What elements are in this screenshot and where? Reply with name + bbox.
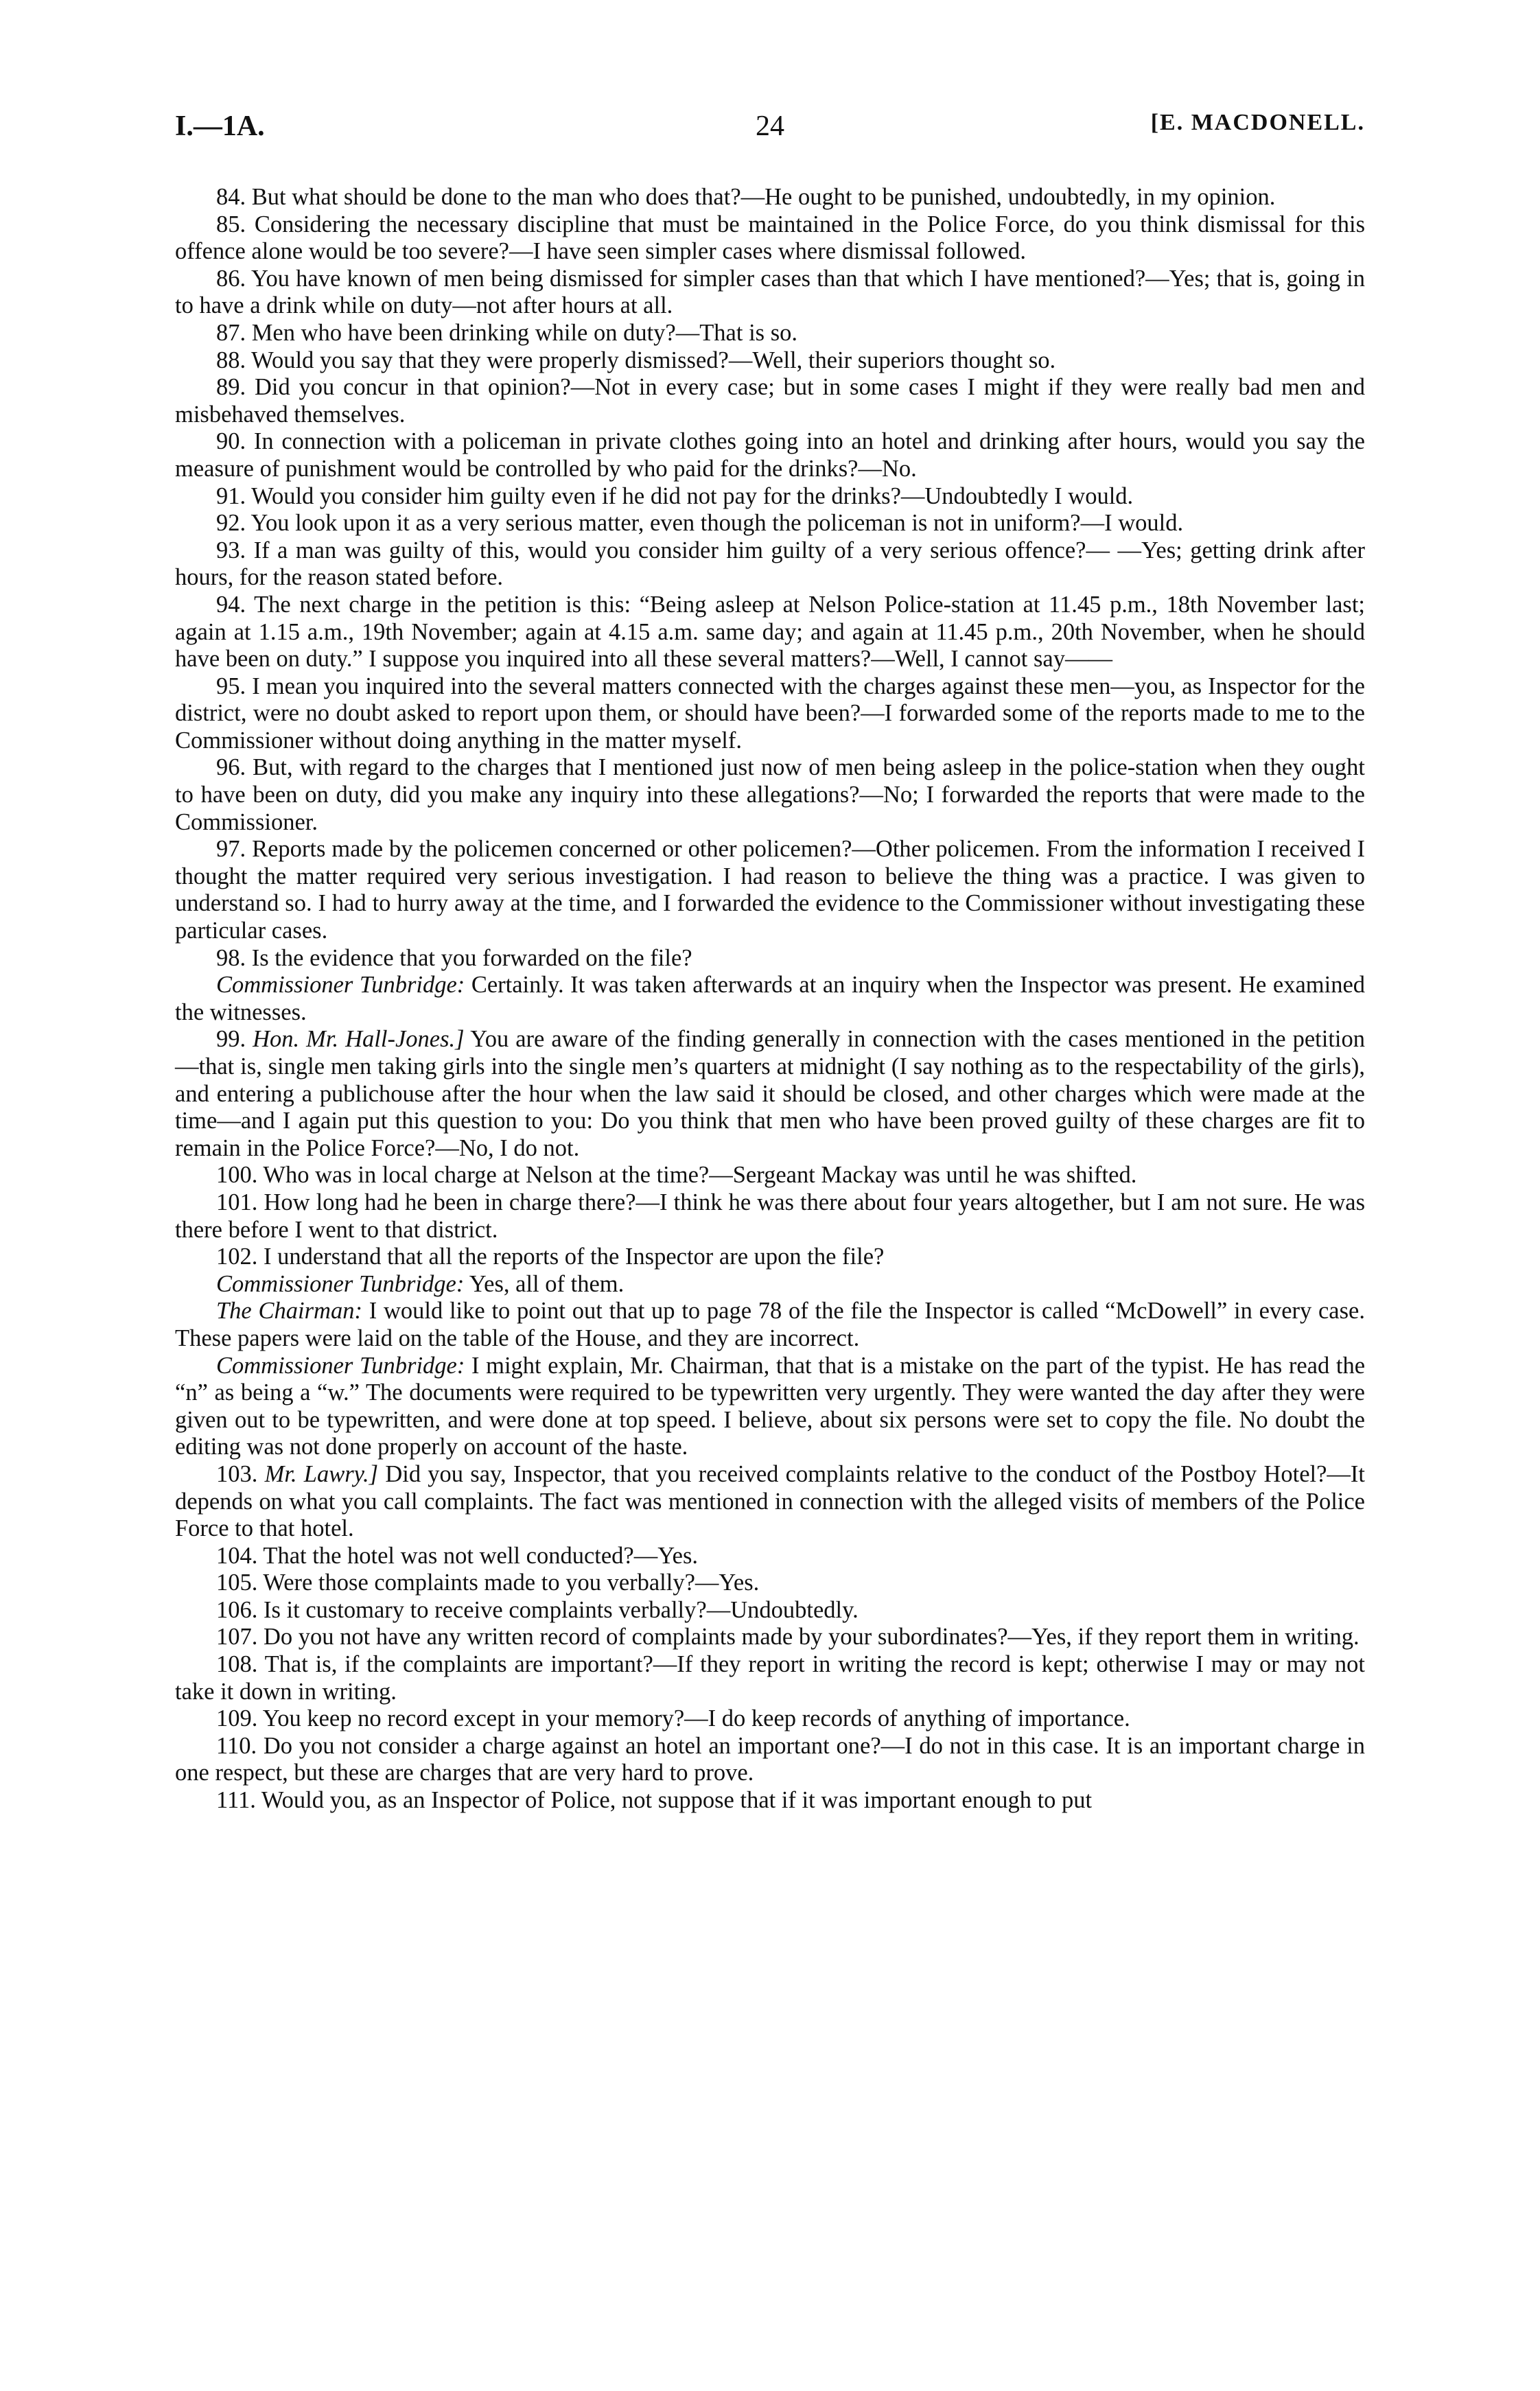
transcript-paragraph xyxy=(175,1461,1365,1543)
paragraph-text: I understand that all the reports of the Inspector are upon the file? xyxy=(264,1244,885,1270)
transcript-paragraph xyxy=(175,510,1365,537)
transcript-paragraph xyxy=(175,1543,1365,1570)
question-number: 99. xyxy=(216,1026,246,1053)
paragraph-text: Reports made by the policemen concerned or other policemen?—Other policemen. From the information I received I thought the matter required very serious investigation. I had reason to believe the thing was a practice. I was given to understand so. I had to hurry away at the time, and I forwarded the evidence to the Commissioner without investigating these particular cases. xyxy=(175,836,1365,944)
transcript-paragraph xyxy=(175,945,1365,972)
witness-name: [E. MACDONELL. xyxy=(1150,110,1365,135)
question-number: 95. xyxy=(216,673,246,699)
question-number: 108. xyxy=(216,1651,258,1678)
question-number: 110. xyxy=(216,1732,257,1759)
transcript-paragraph xyxy=(175,754,1365,836)
question-number: 85. xyxy=(216,211,246,237)
paragraph-text: I would like to point out that up to page 78 of the file the Inspector is called “McDowell” in every case. These papers were laid on the table of the House, and they are incorrect. xyxy=(175,1298,1365,1351)
question-number: 103. xyxy=(216,1460,258,1487)
transcript-paragraph xyxy=(175,1733,1365,1787)
transcript-paragraph xyxy=(175,1298,1365,1352)
transcript-paragraph xyxy=(175,211,1365,266)
transcript-paragraph xyxy=(175,1570,1365,1597)
question-number: 102. xyxy=(216,1244,258,1270)
question-number: 106. xyxy=(216,1596,258,1623)
transcript-paragraph xyxy=(175,1651,1365,1705)
paragraph-text: Did you concur in that opinion?—Not in every case; but in some cases I might if they were really bad men and misbehaved themselves. xyxy=(175,374,1366,428)
paragraph-text: Certainly. It was taken afterwards at an inquiry when the Inspector was present. He examined the witnesses. xyxy=(175,972,1366,1025)
transcript-paragraph xyxy=(175,483,1365,511)
transcript-paragraph xyxy=(175,374,1365,428)
question-number: 105. xyxy=(216,1570,258,1596)
paragraph-text: Is it customary to receive complaints verbally?—Undoubtedly. xyxy=(264,1596,859,1623)
transcript-paragraph xyxy=(175,1353,1365,1461)
transcript-paragraph xyxy=(175,1271,1365,1298)
question-number: 94. xyxy=(216,591,246,618)
paragraph-text: You have known of men being dismissed for simpler cases than that which I have mentioned?—Yes; that is, going in to have a drink while on duty—not after hours at all. xyxy=(175,265,1365,319)
paragraph-text: Did you say, Inspector, that you received complaints relative to the conduct of the Postboy Hotel?—It depends on what you call complaints. The fact was mentioned in connection with the alleged visits of members of the Police Force to that hotel. xyxy=(175,1460,1366,1542)
question-number: 93. xyxy=(216,537,246,563)
question-number: 84. xyxy=(216,184,246,210)
paragraph-text: You look upon it as a very serious matter, even though the policeman is not in uniform?—I would. xyxy=(250,510,1184,537)
question-number: 100. xyxy=(216,1162,258,1189)
paragraph-text: Would you, as an Inspector of Police, not suppose that if it was important enough to put xyxy=(261,1787,1093,1814)
paragraph-text: Men who have been drinking while on duty?—That is so. xyxy=(251,319,798,346)
question-number: 111. xyxy=(216,1787,256,1814)
question-number: 101. xyxy=(216,1189,258,1215)
transcript-paragraph xyxy=(175,673,1365,755)
transcript-paragraph xyxy=(175,347,1365,375)
paragraph-text: Do you not have any written record of complaints made by your subordinates?—Yes, if they report them in writing. xyxy=(264,1624,1360,1651)
question-number: 97. xyxy=(216,836,246,863)
paragraph-text: Were those complaints made to you verbally?—Yes. xyxy=(263,1570,760,1596)
paragraph-text: Would you consider him guilty even if he did not pay for the drinks?—Undoubtedly I would. xyxy=(251,482,1134,509)
transcript-paragraph xyxy=(175,1624,1365,1651)
question-number: 87. xyxy=(216,319,246,346)
document-reference: I.—1A. xyxy=(175,110,265,142)
transcript-paragraph xyxy=(175,1597,1365,1624)
question-number: 107. xyxy=(216,1624,258,1651)
transcript-paragraph xyxy=(175,1162,1365,1189)
question-number: 90. xyxy=(216,428,246,455)
paragraph-text: You keep no record except in your memory?—I do keep records of anything of importance. xyxy=(262,1705,1130,1732)
speaker-name: Commissioner Tunbridge: xyxy=(216,972,465,999)
question-number: 109. xyxy=(216,1705,258,1732)
speaker-name: Commissioner Tunbridge: xyxy=(216,1270,465,1297)
transcript-body xyxy=(175,184,1365,1815)
paragraph-text: You are aware of the finding generally in connection with the cases mentioned in the petition—that is, single men taking girls into the single men’s quarters at midnight (I say nothing as to the respectability of the girls), and entering a publichouse after the hour when the law said it should be closed, and other charges which were made at the time—and I again put this question to you: Do you think that men who have been proved guilty of these charges are fit to remain in the Police Force?—No, I do not. xyxy=(175,1026,1366,1161)
speaker-name: Commissioner Tunbridge: xyxy=(216,1352,465,1379)
paragraph-text: I might explain, Mr. Chairman, that that is a mistake on the part of the typist. He has read the “n” as being a “w.” The documents were required to be typewritten very urgently. They were wanted the day after they were given out to be typewritten, and were done at top speed. I believe, about six persons were set to copy the file. No doubt the editing was not done properly on account of the haste. xyxy=(175,1352,1366,1460)
paragraph-text: That is, if the complaints are important?—If they report in writing the record is kept; otherwise I may or may not take it down in writing. xyxy=(175,1651,1365,1705)
transcript-paragraph xyxy=(175,184,1365,211)
transcript-paragraph xyxy=(175,1026,1365,1162)
question-number: 89. xyxy=(216,374,246,401)
question-number: 88. xyxy=(216,347,246,373)
transcript-paragraph xyxy=(175,428,1365,482)
paragraph-text: If a man was guilty of this, would you consider him guilty of a very serious offence?— —Yes; getting drink after hours, for the reason stated before. xyxy=(175,537,1365,591)
speaker-name: The Chairman: xyxy=(216,1298,362,1325)
paragraph-text: Who was in local charge at Nelson at the time?—Sergeant Mackay was until he was shifted. xyxy=(263,1162,1137,1189)
question-number: 98. xyxy=(216,944,246,971)
transcript-paragraph xyxy=(175,537,1365,592)
transcript-paragraph xyxy=(175,1244,1365,1271)
paragraph-text: Do you not consider a charge against an hotel an important one?—I do not in this case. It is an important charge in one respect, but these are charges that are very hard to prove. xyxy=(175,1732,1366,1786)
speaker-name: Mr. Lawry.] xyxy=(264,1460,379,1487)
transcript-paragraph xyxy=(175,1705,1365,1733)
paragraph-text: Is the evidence that you forwarded on the file? xyxy=(251,944,692,971)
question-number: 104. xyxy=(216,1542,258,1569)
transcript-paragraph xyxy=(175,972,1365,1026)
question-number: 86. xyxy=(216,265,246,292)
paragraph-text: But, with regard to the charges that I mentioned just now of men being asleep in the police-station when they ought to have been on duty, did you make any inquiry into these allegations?—No; I forwarded the reports that were made to the Commissioner. xyxy=(175,754,1366,835)
page-number: 24 xyxy=(756,110,784,142)
paragraph-text: How long had he been in charge there?—I think he was there about four years altogether, but I am not sure. He was there before I went to that district. xyxy=(175,1189,1366,1243)
transcript-paragraph xyxy=(175,1787,1365,1815)
paragraph-text: I mean you inquired into the several matters connected with the charges against these men—you, as Inspector for the district, were no doubt asked to report upon them, or should have been?—I forwarded some of the reports made to me to the Commissioner without doing anything in the matter myself. xyxy=(175,673,1365,754)
paragraph-text: But what should be done to the man who does that?—He ought to be punished, undoubtedly, in my opinion. xyxy=(251,184,1276,210)
question-number: 91. xyxy=(216,482,246,509)
transcript-paragraph xyxy=(175,1189,1365,1244)
transcript-paragraph xyxy=(175,266,1365,320)
paragraph-text: The next charge in the petition is this: “Being asleep at Nelson Police-station at 11.45 p.m., 18th November last; again at 1.15 a.m., 19th November; again at 4.15 a.m. same day; and again at 11.45 p.m., 20th November, when he should have been on duty.” I suppose you inquired into all these several matters?—Well, I cannot say—— xyxy=(175,591,1365,673)
paragraph-text: Yes, all of them. xyxy=(469,1270,625,1297)
paragraph-text: That the hotel was not well conducted?—Yes. xyxy=(263,1542,699,1569)
paragraph-text: Would you say that they were properly dismissed?—Well, their superiors thought so. xyxy=(251,347,1056,373)
speaker-name: Hon. Mr. Hall-Jones.] xyxy=(253,1026,465,1053)
paragraph-text: In connection with a policeman in private clothes going into an hotel and drinking after hours, would you say the measure of punishment would be controlled by who paid for the drinks?—No. xyxy=(175,428,1365,482)
transcript-paragraph xyxy=(175,836,1365,944)
question-number: 96. xyxy=(216,754,246,781)
page-header xyxy=(175,110,1365,151)
question-number: 92. xyxy=(216,510,246,537)
transcript-paragraph xyxy=(175,320,1365,347)
paragraph-text: Considering the necessary discipline that must be maintained in the Police Force, do you think dismissal for this offence alone would be too severe?—I have seen simpler cases where dismissal followed. xyxy=(175,211,1365,265)
transcript-paragraph xyxy=(175,592,1365,673)
